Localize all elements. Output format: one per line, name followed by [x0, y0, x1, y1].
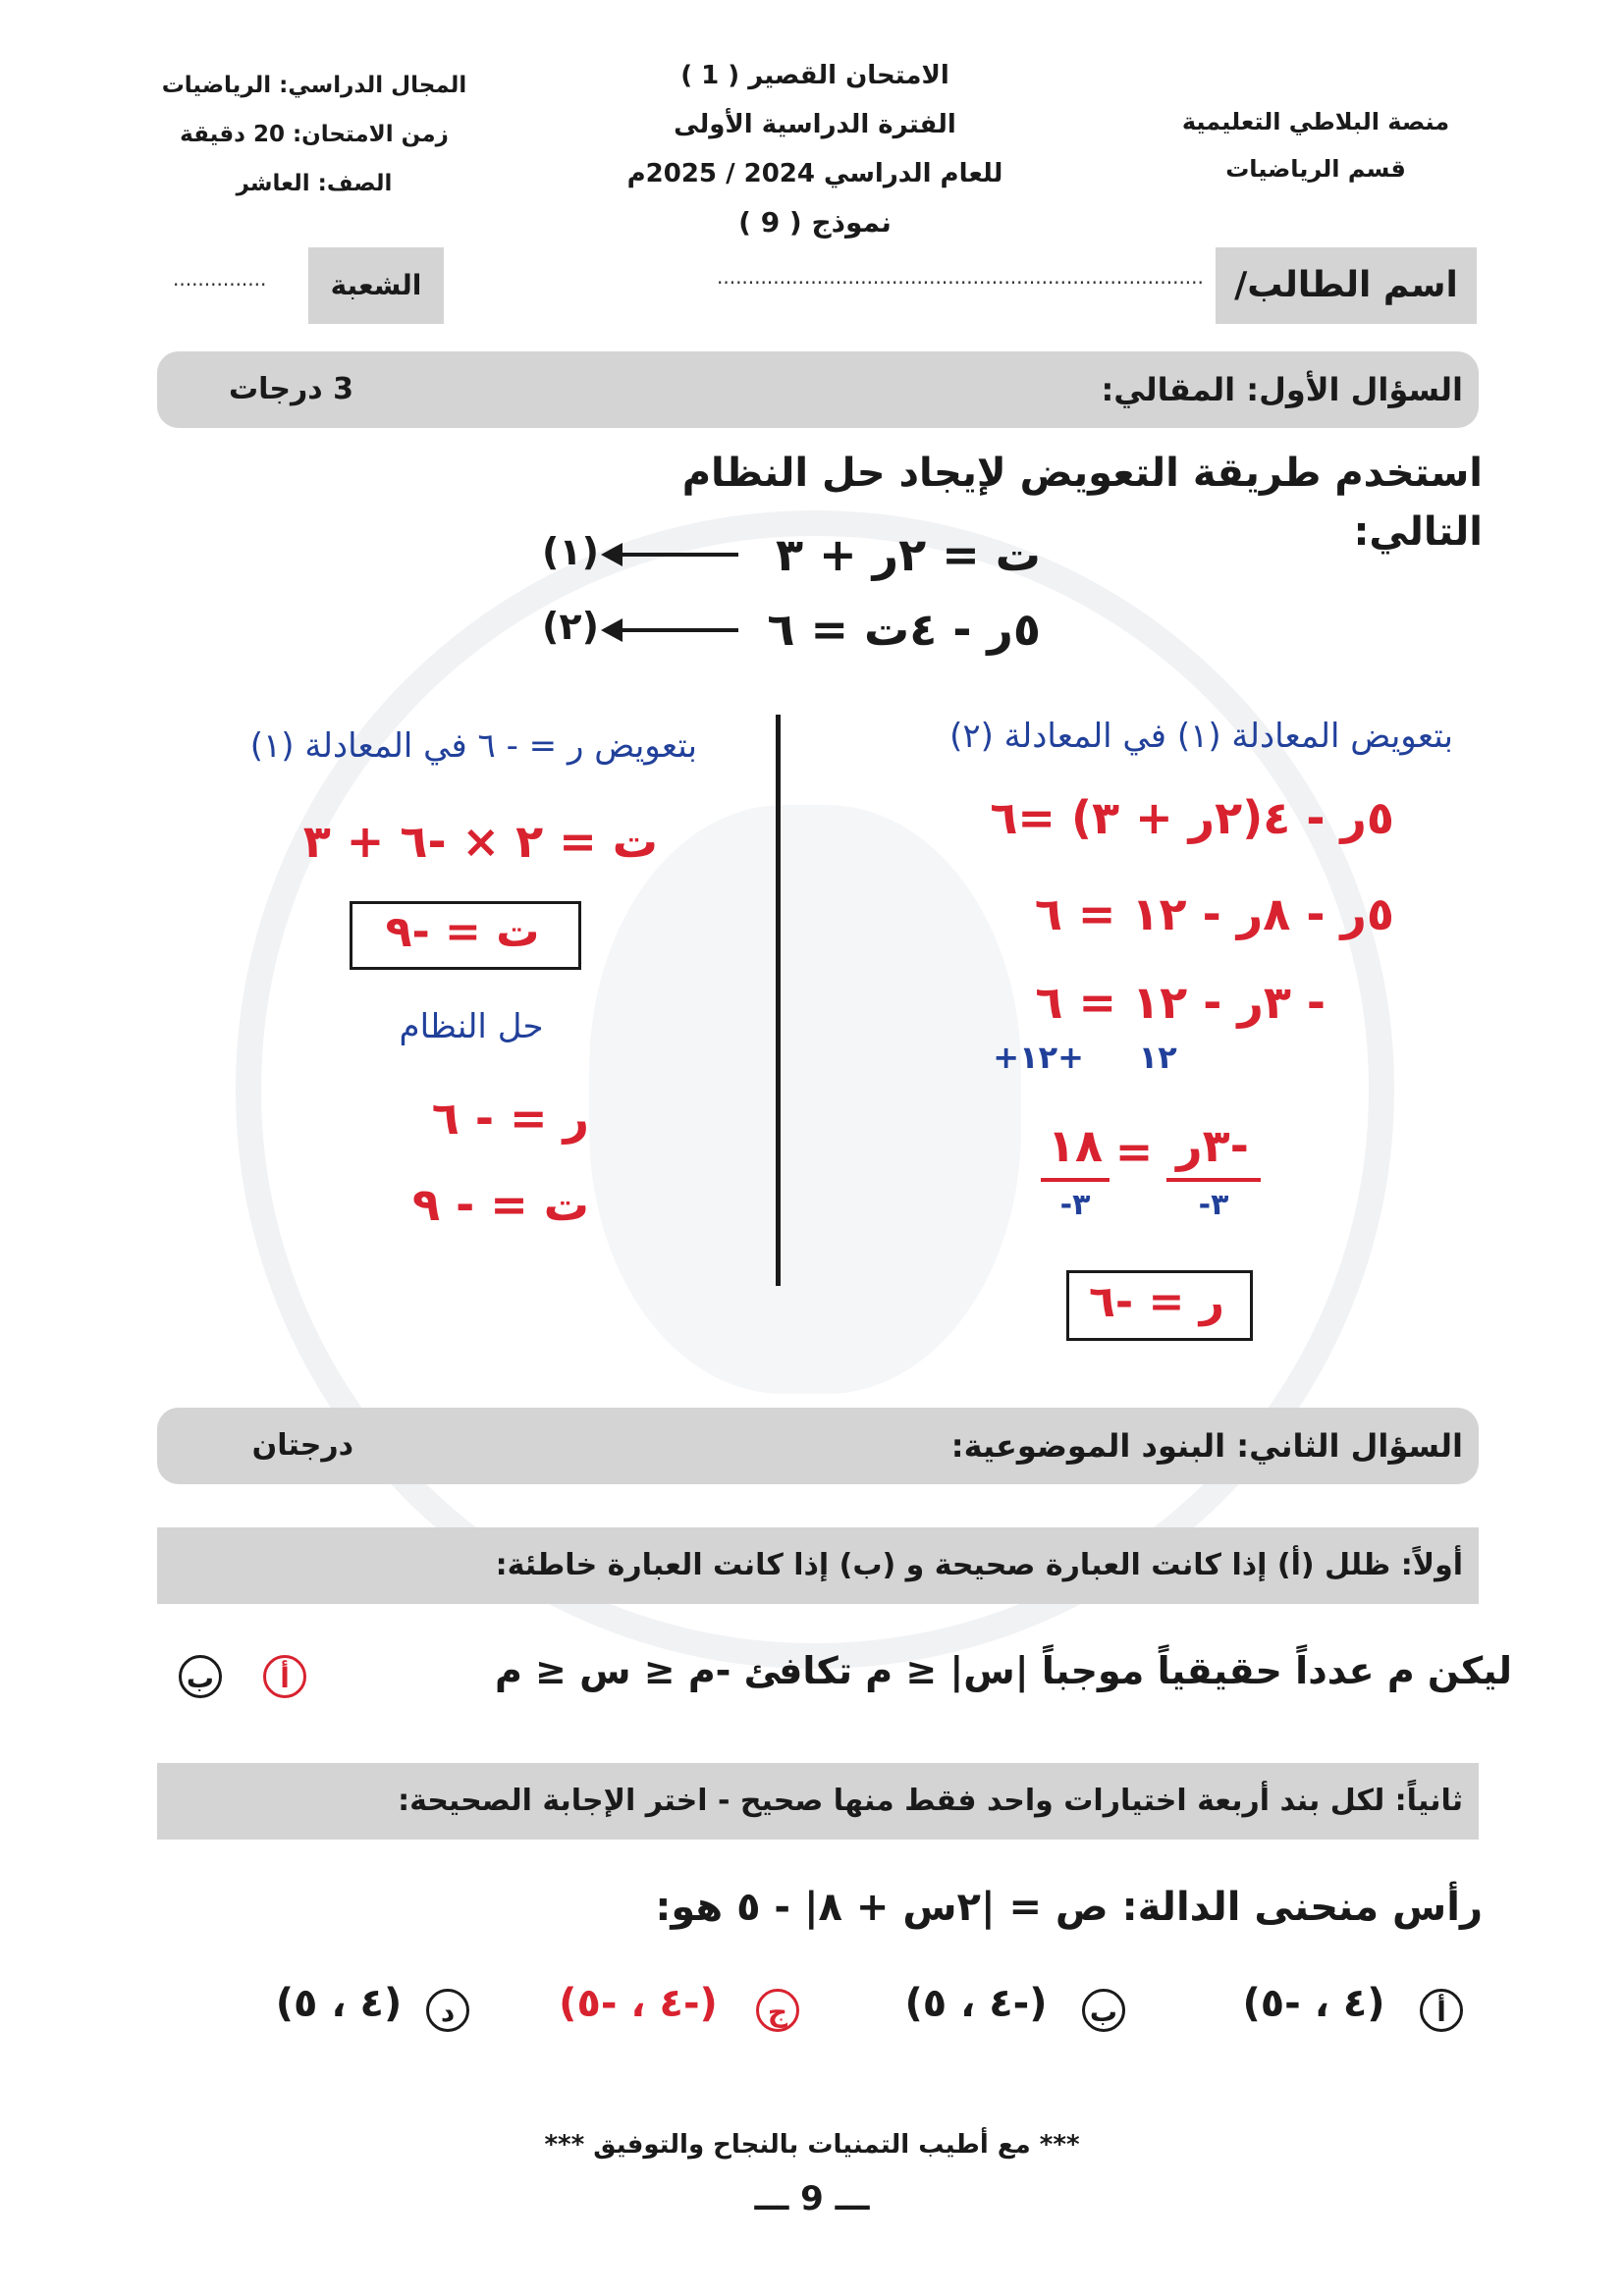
q1-title: السؤال الأول: المقالي:	[1101, 371, 1463, 408]
student-name-label: اسم الطالب/	[1234, 265, 1458, 305]
solution-t: ت = - ٩	[412, 1178, 589, 1231]
left-step-1: ت = ٢ × -٦ + ٣	[302, 815, 658, 868]
part2-question: رأس منحنى الدالة: ص = |٢س + ٨| - ٥ هو:	[655, 1885, 1483, 1930]
right-step-5-rhs-den: -٣	[1059, 1188, 1091, 1222]
choice-b-circle[interactable]: ب	[1082, 1989, 1125, 2032]
equation-2-tag: (٢)	[542, 605, 599, 648]
system-solution-label: حل النظام	[399, 1007, 544, 1046]
choice-c-circle[interactable]: ج	[756, 1989, 799, 2032]
option-a-true[interactable]: أ	[263, 1655, 306, 1698]
part2-title: ثانياً: لكل بند أربعة اختيارات واحد فقط منها صحيح - اختر الإجابة الصحيحة:	[398, 1784, 1463, 1818]
choice-c-text[interactable]: (-٤ ، -٥)	[559, 1981, 718, 2026]
choice-a-text[interactable]: (٤ ، -٥)	[1242, 1981, 1385, 2026]
right-step-3: - ٣ر - ١٢ = ٦	[1035, 976, 1326, 1029]
platform-name: منصة البلاطي التعليمية	[1181, 108, 1450, 135]
right-step-5-rhs: ١٨	[1047, 1119, 1104, 1172]
duration-label: زمن الامتحان: 20 دقيقة	[180, 122, 449, 147]
section-field[interactable]: ...............	[173, 267, 267, 291]
right-step-5-eq: =	[1114, 1125, 1154, 1178]
exam-model: نموذج ( 9 )	[738, 206, 892, 239]
fraction-bar-rhs	[1041, 1178, 1110, 1182]
right-step-2: ٥ر - ٨ر - ١٢ = ٦	[1034, 887, 1394, 940]
header-left	[118, 61, 511, 208]
choice-d-text[interactable]: (٤ ، ٥)	[275, 1981, 403, 2026]
arrow-1	[607, 553, 738, 557]
right-step-1: ٥ر - ٤(٢ر + ٣) =٦	[990, 791, 1394, 844]
solution-divider	[776, 715, 781, 1286]
footer-wish: *** مع أطيب التمنيات بالنجاح والتوفيق ***	[544, 2130, 1080, 2160]
section-label: الشعبة	[330, 269, 422, 301]
fraction-bar-lhs	[1166, 1178, 1261, 1182]
arrow-1-head	[601, 543, 623, 566]
right-result: ر = -٦	[1089, 1277, 1224, 1327]
exam-title: الامتحان القصير ( 1 )	[680, 61, 949, 90]
header-right	[1119, 98, 1512, 192]
equation-1: ت = ٢ر + ٣	[775, 528, 1041, 581]
solution-r: ر = - ٦	[431, 1092, 589, 1145]
left-solution-heading: بتعويض ر = - ٦ في المعادلة (١)	[249, 726, 697, 766]
grade-label: الصف: العاشر	[236, 171, 393, 196]
right-step-5-lhs-den: -٣	[1198, 1188, 1229, 1222]
exam-period: الفترة الدراسية الأولى	[674, 110, 956, 139]
arrow-2	[607, 628, 738, 632]
equation-1-tag: (١)	[542, 530, 599, 573]
choice-a-circle[interactable]: أ	[1420, 1989, 1463, 2032]
part1-statement: ليكن م عدداً حقيقياً موجباً |س| ≤ م تكافئ -م ≤ س ≤ م	[494, 1649, 1512, 1692]
q1-marks: 3 درجات	[228, 372, 353, 406]
q2-marks: درجتان	[251, 1428, 353, 1463]
student-name-field[interactable]: ..............................................................................	[717, 265, 1204, 289]
equation-2: ٥ر - ٤ت = ٦	[767, 603, 1041, 656]
header-center	[550, 51, 1080, 247]
choice-b-text[interactable]: (-٤ ، ٥)	[904, 1981, 1048, 2026]
option-b-false[interactable]: ب	[179, 1655, 222, 1698]
department-name: قسم الرياضيات	[1225, 155, 1406, 183]
q1-instruction: استخدم طريقة التعويض لإيجاد حل النظام التالي:	[681, 451, 1483, 555]
right-step-4: +١٢ +١٢	[993, 1039, 1177, 1076]
page-number: ـــ 9 ـــ	[754, 2179, 870, 2218]
left-result: ت = -٩	[385, 907, 540, 957]
right-step-5-lhs: -٣ر	[1176, 1119, 1249, 1172]
q2-title: السؤال الثاني: البنود الموضوعية:	[950, 1427, 1463, 1465]
choice-d-circle[interactable]: د	[426, 1989, 469, 2032]
right-solution-heading: بتعويض المعادلة (١) في المعادلة (٢)	[949, 717, 1453, 756]
arrow-2-head	[601, 618, 623, 642]
exam-year: للعام الدراسي 2024 / 2025م	[626, 159, 1003, 188]
subject-label: المجال الدراسي: الرياضيات	[161, 73, 467, 98]
part1-title: أولاً: ظلل (أ) إذا كانت العبارة صحيحة و (ب) إذا كانت العبارة خاطئة:	[495, 1548, 1463, 1582]
